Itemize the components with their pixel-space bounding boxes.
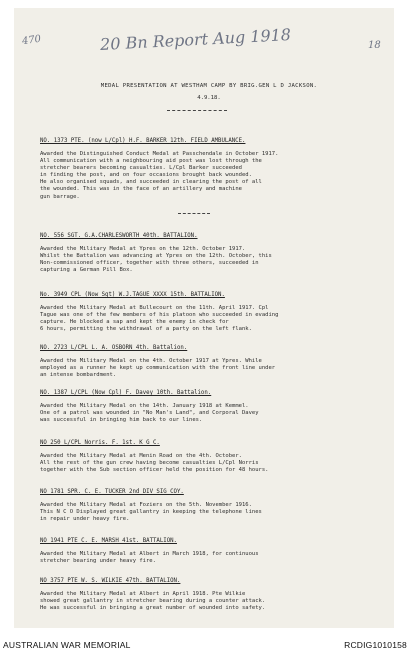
citation-line: stretcher bearers becoming casualties. L/Cpl Barker succeeded [40, 165, 242, 172]
citation-line: capture. He blocked a sap and kept the enemy in check for [40, 319, 229, 326]
citation-line: an intense bombardment. [40, 372, 117, 379]
entry-citation [40, 358, 385, 379]
citation-line: was successful in bringing him back to our lines. [40, 417, 203, 424]
entry-heading: NO. 1373 PTE. (now L/Cpl) H.F. BARKER 12th. FIELD AMBULANCE. [40, 138, 246, 144]
entry-citation [40, 151, 385, 201]
dashed-divider [167, 110, 227, 111]
citation-line: One of a patrol was wounded in "No Man's Land", and Corporal Davey [40, 410, 259, 417]
citation-line: Awarded the Military Medal at Albert in April 1918. Pte Wilkie [40, 591, 246, 597]
medal-entry [40, 478, 385, 523]
entry-heading: NO 250 L/CPL Norris. F. 1st. K G C. [40, 440, 160, 446]
citation-line: Non-commissioned officer, together with three others, succeeded in [40, 260, 259, 267]
entry-heading: NO 1781 SPR. C. E. TUCKER 2nd DIV SIG COY. [40, 489, 184, 495]
entry-citation [40, 246, 385, 274]
citation-line: gun barrage. [40, 193, 80, 200]
citation-line: Awarded the Military Medal at Foziers on the 5th. November 1916. [40, 502, 252, 508]
document-title: MEDAL PRESENTATION AT WESTHAM CAMP BY BRIG.GEN L D JACKSON. [100, 83, 318, 89]
citation-line: capturing a German Pill Box. [40, 267, 133, 274]
entry-heading: NO. 556 SGT. G.A.CHARLESWORTH 40th. BATTALION. [40, 233, 198, 239]
handwritten-title-annotation: 20 Bn Report Aug 1918 [99, 25, 292, 54]
citation-line: in repair under heavy fire. [40, 516, 130, 523]
citation-line: Awarded the Military Medal at Ypres on the 12th. October 1917. [40, 246, 246, 252]
entry-citation [40, 591, 385, 612]
entry-heading: NO 1941 PTE C. E. MARSH 41st. BATTALION. [40, 538, 177, 544]
citation-line: Whilst the Battalion was advancing at Ypres on the 12th. October, this [40, 253, 272, 260]
medal-entry [40, 222, 385, 274]
citation-line: Tague was one of the few members of his platoon who succeeded in evading [40, 312, 279, 319]
citation-line: together with the Sub section officer held the position for 48 hours. [40, 467, 269, 474]
citation-line: Awarded the Military Medal at Albert in March 1918, for continuous [40, 551, 259, 557]
entry-heading: NO 3757 PTE W. S. WILKIE 47th. BATTALION. [40, 578, 181, 584]
medal-entry [40, 527, 385, 565]
citation-line: showed great gallantry in stretcher bearing during a counter attack. [40, 598, 266, 605]
citation-line: employed as a runner he kept up communication with the front line under [40, 365, 276, 372]
handwritten-folio-number: 470 [21, 33, 42, 48]
entry-heading: NO. 2723 L/CPL L. A. OSBORN 4th. Battalion. [40, 345, 188, 351]
entry-citation [40, 403, 385, 424]
citation-line: All the rest of the gun crew having become casualties L/Cpl Norris [40, 460, 259, 467]
entry-heading: NO. 1387 L/CPL (Now Cpl) F. Davey 10th. Battalion. [40, 390, 212, 396]
citation-line: Awarded the Military Medal at Bullecourt on the 11th. April 1917. Cpl [40, 305, 269, 311]
document-date: 4.9.18. [197, 95, 221, 101]
citation-line: the wounded. This was in the face of an artillery and machine [40, 186, 242, 193]
medal-entry [40, 127, 385, 201]
medal-entry [40, 334, 385, 379]
citation-line: This N C O Displayed great gallantry in keeping the telephone lines [40, 509, 262, 516]
entry-citation [40, 502, 385, 523]
archive-reference-id: RCDIG1010158 [344, 640, 407, 650]
entry-citation [40, 551, 385, 565]
medal-entry [40, 281, 385, 333]
citation-line: 6 hours, permitting the withdrawal of a party on the left flank. [40, 326, 252, 333]
entry-citation [40, 305, 385, 333]
citation-line: stretcher bearing under heavy fire. [40, 558, 156, 565]
medal-entry [40, 567, 385, 612]
dashed-divider [178, 213, 210, 214]
citation-line: Awarded the Distinguished Conduct Medal at Passchendale in October 1917. [40, 151, 279, 157]
medal-entry [40, 379, 385, 424]
citation-line: He was successful in bringing a great number of wounded into safety. [40, 605, 266, 612]
medal-entry [40, 429, 385, 474]
entry-citation [40, 453, 385, 474]
archive-credit: AUSTRALIAN WAR MEMORIAL [3, 640, 131, 650]
citation-line: He also organised squads, and succeeded in clearing the post of all [40, 179, 262, 186]
citation-line: Awarded the Military Medal on the 14th. January 1918 at Kemmel. [40, 403, 249, 409]
citation-line: Awarded the Military Medal on the 4th. October 1917 at Ypres. While [40, 358, 262, 364]
entry-heading: No. 3949 CPL (Now Sgt) W.J.TAGUE XXXX 15th. BATTALION. [40, 292, 225, 298]
citation-line: in finding the post, and on four occasions brought back wounded. [40, 172, 252, 179]
citation-line: Awarded the Military Medal at Menin Road on the 4th. October. [40, 453, 242, 459]
handwritten-page-number: 18 [368, 40, 381, 51]
citation-line: All communication with a neighbouring aid post was lost through the [40, 158, 262, 165]
